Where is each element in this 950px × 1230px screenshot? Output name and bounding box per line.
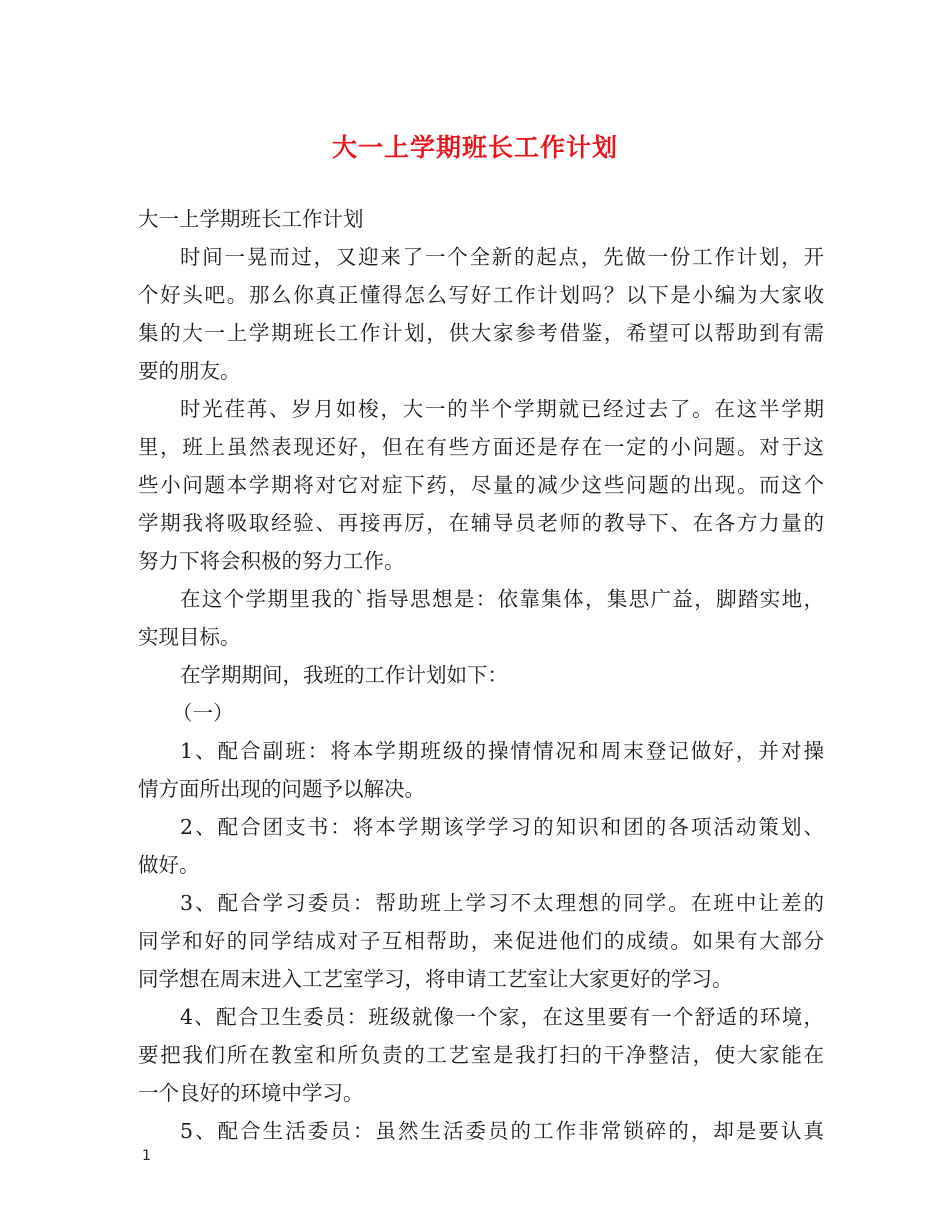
document-body <box>138 200 824 1150</box>
text-line: 实现目标。 <box>138 625 241 649</box>
text-line: 3、配合学习委员：帮助班上学习不太理想的同学。在班中让差的 <box>180 891 824 915</box>
text-line: 一个良好的环境中学习。 <box>138 1081 364 1105</box>
text-line: 2、配合团支书：将本学期该学学习的知识和团的各项活动策划、 <box>180 815 824 839</box>
text-line: 些小问题本学期将对它对症下药，尽量的减少这些问题的出现。而这个 <box>138 473 824 497</box>
text-line: 4、配合卫生委员：班级就像一个家，在这里要有一个舒适的环境， <box>180 1005 824 1029</box>
text-line: （一） <box>172 701 234 725</box>
text-line: 努力下将会积极的努力工作。 <box>138 549 405 573</box>
text-line: 在这个学期里我的`指导思想是：依靠集体，集思广益，脚踏实地， <box>180 587 824 611</box>
text-line: 个好头吧。那么你真正懂得怎么写好工作计划吗？以下是小编为大家收 <box>138 283 824 307</box>
text-line: 5、配合生活委员：虽然生活委员的工作非常锁碎的，却是要认真 <box>180 1119 824 1143</box>
page-number: 1 <box>142 1148 151 1164</box>
text-line: 1、配合副班：将本学期班级的操情情况和周末登记做好，并对操 <box>180 739 824 763</box>
text-line: 大一上学期班长工作计划 <box>138 207 364 231</box>
text-line: 时间一晃而过，又迎来了一个全新的起点，先做一份工作计划，开 <box>180 245 824 269</box>
text-line: 集的大一上学期班长工作计划，供大家参考借鉴，希望可以帮助到有需 <box>138 321 824 345</box>
text-line: 学期我将吸取经验、再接再厉，在辅导员老师的教导下、在各方力量的 <box>138 511 824 535</box>
document-title: 大一上学期班长工作计划 <box>331 133 618 162</box>
text-line: 要的朋友。 <box>138 359 241 383</box>
text-line: 时光荏苒、岁月如梭，大一的半个学期就已经过去了。在这半学期 <box>180 397 824 421</box>
text-line: 做好。 <box>138 853 200 877</box>
text-line: 在学期期间，我班的工作计划如下： <box>180 663 508 687</box>
text-line: 情方面所出现的问题予以解决。 <box>138 777 425 801</box>
text-line: 要把我们所在教室和所负责的工艺室是我打扫的干净整洁，使大家能在 <box>138 1043 824 1067</box>
text-line: 里，班上虽然表现还好，但在有些方面还是存在一定的小问题。对于这 <box>138 435 824 459</box>
text-line: 同学想在周末进入工艺室学习，将申请工艺室让大家更好的学习。 <box>138 967 733 991</box>
text-line: 同学和好的同学结成对子互相帮助，来促进他们的成绩。如果有大部分 <box>138 929 824 953</box>
